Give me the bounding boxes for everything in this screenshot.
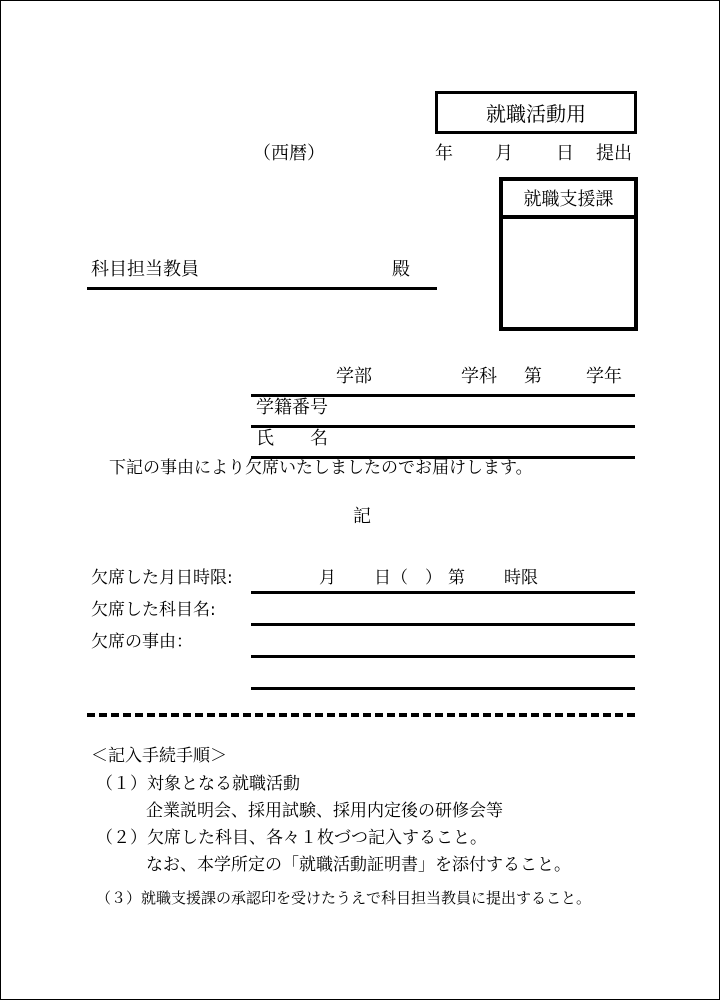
form-title-box	[435, 91, 637, 134]
name-label: 氏 名	[256, 428, 328, 449]
absence-date-label: 欠席した月日時限:	[91, 568, 233, 588]
grade-label: 学年	[586, 366, 622, 387]
absence-reason-underline-1	[251, 655, 635, 658]
day-label: 日	[556, 143, 574, 164]
absence-period-label: 時限	[504, 568, 538, 588]
month-label: 月	[495, 143, 513, 164]
instructions-heading: ＜記入手続手順＞	[91, 746, 227, 766]
ordinal-label: 第	[524, 366, 542, 387]
instruction-item-2-detail: なお、本学所定の「就職活動証明書」を添付すること。	[146, 855, 571, 875]
teacher-label: 科目担当教員	[91, 259, 199, 280]
student-id-label: 学籍番号	[256, 397, 328, 418]
office-label: 就職支援課	[523, 189, 614, 210]
honorific-label: 殿	[392, 259, 410, 280]
absence-reason-underline-2	[251, 687, 635, 690]
instruction-item-1: （１）対象となる就職活動	[96, 774, 300, 794]
submitted-label: 提出	[596, 143, 632, 164]
absence-month-label: 月	[319, 568, 336, 588]
absence-subject-underline	[251, 623, 635, 626]
office-stamp-header	[503, 181, 634, 219]
instruction-item-2: （２）欠席した科目、各々１枚づつ記入すること。	[96, 828, 487, 848]
form-title: 就職活動用	[486, 102, 586, 126]
department-label: 学科	[461, 366, 497, 387]
teacher-underline	[87, 287, 437, 290]
year-label: 年	[435, 143, 453, 164]
absence-period-ordinal: 第	[448, 568, 465, 588]
absence-reason-label: 欠席の事由：	[91, 632, 193, 652]
era-label: （西暦）	[253, 143, 325, 164]
ki-label: 記	[353, 506, 371, 527]
absence-day-label: 日（ ）	[374, 568, 442, 588]
intro-text: 下記の事由により欠席いたしましたのでお届けします。	[109, 458, 533, 478]
instruction-item-1-detail: 企業説明会、採用試験、採用内定後の研修会等	[146, 801, 503, 821]
absence-date-underline	[251, 591, 635, 594]
instruction-item-3: （３）就職支援課の承認印を受けたうえで科目担当教員に提出すること。	[96, 889, 592, 907]
absence-subject-label: 欠席した科目名:	[91, 600, 216, 620]
faculty-label: 学部	[336, 366, 372, 387]
office-approval-stamp-box	[499, 177, 638, 331]
cut-line	[87, 713, 635, 717]
